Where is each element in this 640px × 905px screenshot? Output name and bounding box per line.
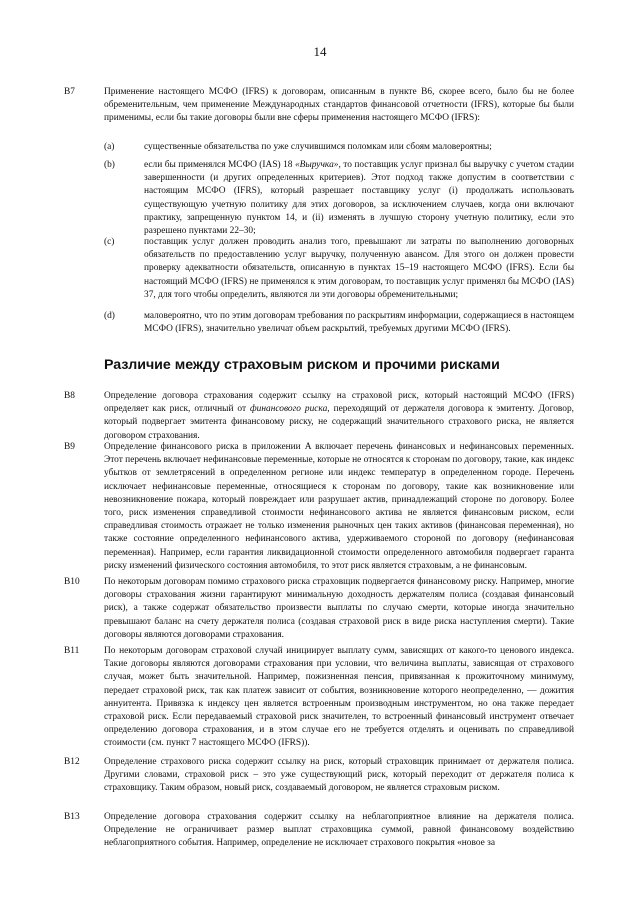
paragraph-number: B10 [64, 577, 80, 587]
paragraph-number: B12 [64, 757, 80, 767]
paragraph-b13 [64, 811, 574, 851]
paragraph-b12 [64, 756, 574, 796]
paragraph-b11 [64, 645, 574, 751]
paragraph-number: B11 [64, 646, 80, 656]
list-item-letter: (d) [104, 311, 115, 321]
paragraph-number: B9 [64, 442, 75, 452]
list-item-a [104, 141, 574, 154]
paragraph-text: Применение настоящего МСФО (IFRS) к договорам, описанным в пункте B6, скорее всего, было бы не более обременительным, чем применение Международных стандартов финансовой отчетности (IFRS), которые бы были применимы, если бы такие договоры были вне сферы применения настоящего МСФО (IFRS): [104, 87, 574, 124]
paragraph-b7 [64, 86, 574, 126]
paragraph-text: Определение страхового риска содержит ссылку на риск, который страховщик принимает от держателя полиса. Другими словами, страховой риск – это уже существующий риск, который переходит от держателя полиса к страховщику. Таким образом, новый риск, создаваемый договором, не является страховым риском. [104, 757, 574, 794]
list-item-letter: (c) [104, 237, 115, 247]
list-item-c [104, 236, 574, 302]
paragraph-text: Определение договора страхования содержит ссылку на страховой риск, который настоящий МСФО (IFRS) определяет как риск, отличный от финансового риска, переходящий от держателя договора к эмитенту. Договор, который подвергает эмитента финансовому риску, не содержащий значительного страхового риска, не является договором страхования. [104, 391, 574, 441]
list-item-text: поставщик услуг должен проводить анализ того, превышают ли затраты по выполнению договорных обязательств по предоставлению услуг выручку, полученную авансом. Для этого он должен провести проверку адекватности обязательств, описанную в пунктах 15–19 настоящего МСФО (IFRS). Если бы настоящий МСФО (IFRS) не применялся к этим договорам, то поставщик услуг применял бы МСФО (IAS) 37, для того чтобы определить, являются ли эти договоры обременительными; [144, 237, 574, 300]
page-number: 14 [313, 44, 327, 59]
term-italic: финансового риска [250, 404, 328, 415]
list-item-letter: (b) [104, 160, 115, 170]
list-item-b [104, 159, 574, 238]
section-heading: Различие между страховым риском и прочими рисками [104, 357, 500, 373]
paragraph-number: B13 [64, 812, 80, 822]
paragraph-text: По некоторым договорам страховой случай инициирует выплату сумм, зависящих от какого-то ценового индекса. Такие договоры являются договорами страхования при условии, что величина выплаты, зависящая от страхового случая, может быть значительной. Например, пожизненная пенсия, привязанная к прожиточному минимуму, передает страховой риск, так как платеж зависит от события, возникновение которого неопределенно, — дожития аннуитента. Привязка к индексу цен является встроенным производным инструментом, но она также передает страховой риск. Если передаваемый страховой риск значителен, то встроенный финансовый инструмент отвечает определению договора страхования, и в этом случае его не требуется отделять и оценивать по справедливой стоимости (см. пункт 7 настоящего МСФО (IFRS)). [104, 646, 574, 749]
standard-title: «Выручка» [294, 160, 339, 170]
paragraph-text: Определение договора страхования содержит ссылку на неблагоприятное влияние на держателя полиса. Определение не ограничивает размер выплат страховщика суммой, равной финансовому воздействию неблагоприятного события. Например, определение не исключает страхового покрытия «новое за [104, 812, 574, 849]
paragraph-b10 [64, 576, 574, 642]
list-item-letter: (a) [104, 142, 115, 152]
paragraph-number: B8 [64, 391, 75, 401]
paragraph-b8 [64, 390, 574, 443]
list-item-d [104, 310, 574, 336]
paragraph-number: B7 [64, 87, 75, 97]
list-item-text: маловероятно, что по этим договорам требования по раскрытиям информации, содержащиеся в настоящем МСФО (IFRS), значительно увеличат объем раскрытий, требуемых другими МСФО (IFRS). [144, 311, 574, 335]
list-item-text: существенные обязательства по уже случившимся поломкам или сбоям маловероятны; [144, 142, 492, 152]
paragraph-text: По некоторым договорам помимо страхового риска страховщик подвергается финансовому риску. Например, многие договоры страхования жизни гарантируют минимальную доходность держателям полиса (создавая финансовый риск), а также содержат обязательство произвести выплаты по случаю смерти, которые иногда значительно превышают баланс на счету держателя полиса (создавая страховой риск в виде риска наступления смерти). Такие договоры являются договорами страхования. [104, 577, 574, 640]
paragraph-text: Определение финансового риска в приложении A включает перечень финансовых и нефинансовых переменных. Этот перечень включает нефинансовые переменные, которые не относятся к сторонам по договору, такие, как индекс убытков от землетрясений в определенном регионе или индекс температур в определенном городе. Перечень исключает нефинансовые переменные, относящиеся к сторонам по договору, такие как возникновение или невозникновение пожара, который повреждает или разрушает актив, принадлежащий стороне по договору. Более того, риск изменения справедливой стоимости нефинансового актива не является финансовым риском, если справедливая стоимость отражает не только изменения рыночных цен таких активов (финансовая переменная), но также состояние определенного нефинансового актива, удерживаемого стороной по договору (нефинансовая переменная). Например, если гарантия ликвидационной стоимости определенного автомобиля подвергает гаранта риску изменений физического состояния автомобиля, то этот риск является страховым, а не финансовым. [104, 442, 574, 571]
paragraph-b9 [64, 441, 574, 573]
list-item-text: если бы применялся МСФО (IAS) 18 «Выручка», то поставщик услуг признал бы выручку с учетом стадии завершенности (и других определенных критериев). Этот подход также допустим в соответствии с настоящим МСФО (IFRS), который разрешает поставщику услуг (i) продолжать использовать существующую учетную политику для этих договоров, за исключением случаев, когда они включают практику, запрещенную пунктом 14, и (ii) изменять в лучшую сторону учетную политику, если это разрешено пунктами 22–30; [144, 160, 574, 237]
